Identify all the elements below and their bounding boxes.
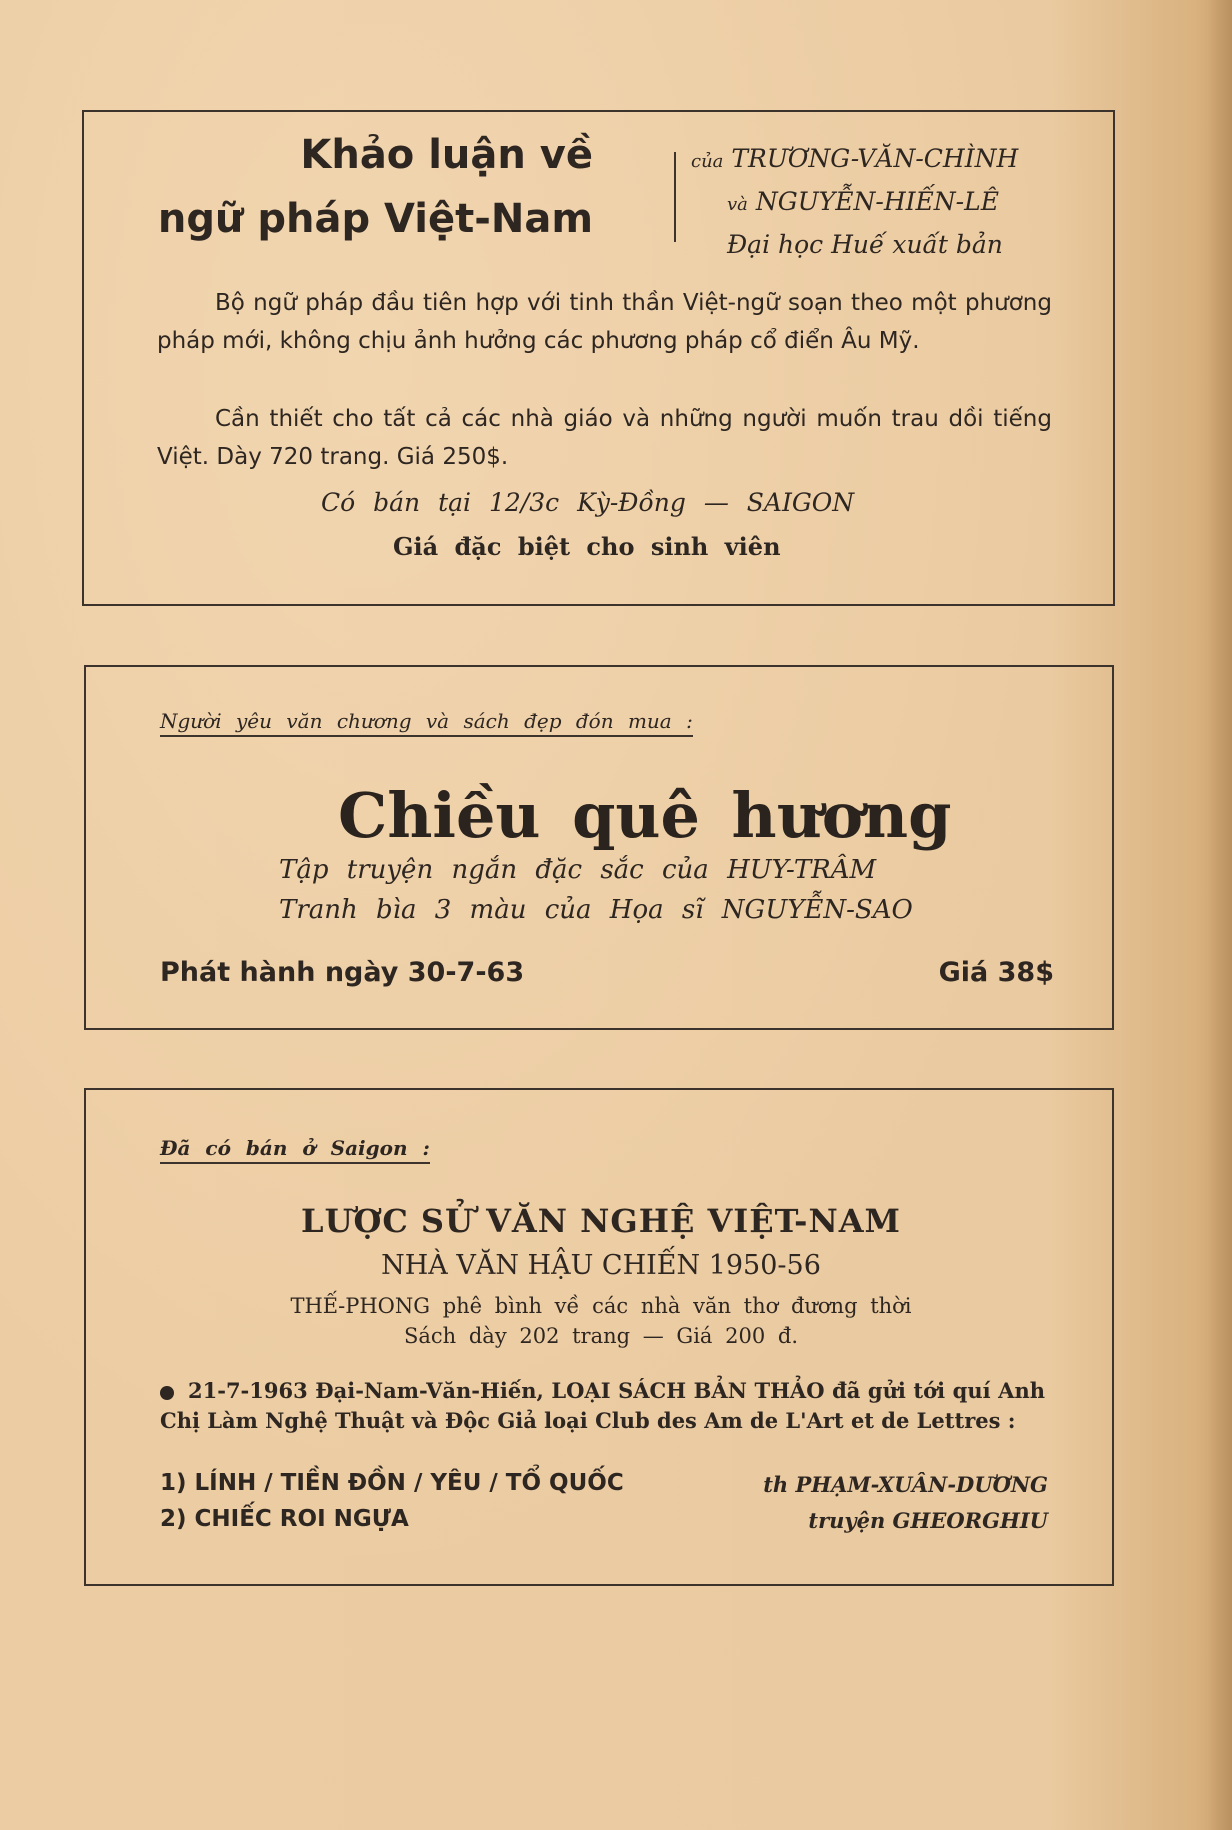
history-details: Sách dày 202 trang — Giá 200 đ. [403,1324,798,1348]
page-edge [1208,0,1232,1830]
release-date: Phát hành ngày 30-7-63 [160,957,525,988]
title-divider [674,152,676,242]
ad2-tagline: Người yêu văn chương và sách đẹp đón mua : [160,709,693,737]
book-title-line1: Khảo luận về [300,132,593,178]
list-item-2-credit: truyện GHEORGHIU [808,1508,1048,1533]
ad3-tagline: Đã có bán ở Saigon : [160,1136,430,1164]
history-author-line: THẾ-PHONG phê bình về các nhà văn thơ đương thời [290,1294,912,1318]
list-item-1-credit: th PHẠM-XUÂN-DƯƠNG [763,1472,1048,1497]
author-line2 [727,187,999,216]
ad-story-collection [84,665,1114,1030]
history-title: LƯỢC SỬ VĂN NGHỆ VIỆT-NAM [301,1202,901,1240]
author-prefix2: và [727,194,748,215]
ad-literary-history [84,1088,1114,1586]
student-special-price: Giá đặc biệt cho sinh viên [393,532,781,561]
story-subtitle1: Tập truyện ngắn đặc sắc của HUY-TRÂM [279,855,877,885]
author-prefix1: của [691,151,724,172]
story-price: Giá 38$ [938,957,1054,988]
book-description-2: Cần thiết cho tất cả các nhà giáo và những người muốn trau dồi tiếng Việt. Dày 720 trang. Giá 250$. [157,406,1052,470]
author2: NGUYỄN-HIẾN-LÊ [755,187,999,216]
book-title-line2: ngữ pháp Việt-Nam [157,196,593,242]
list-item-2: 2) CHIẾC ROI NGỰA [160,1506,409,1532]
author1: TRƯƠNG-VĂN-CHÌNH [731,144,1019,173]
book-description: Bộ ngữ pháp đầu tiên hợp với tinh thần Việt-ngữ soạn theo một phương pháp mới, không chịu ảnh hưởng các phương pháp cổ điển Âu Mỹ. [157,290,1052,354]
publisher: Đại học Huế xuất bản [727,230,1003,259]
ad-grammar-book [82,110,1115,606]
sale-location: Có bán tại 12/3c Kỳ-Đồng — SAIGON [321,488,855,517]
author-line1 [691,144,1018,173]
list-item-1: 1) LÍNH / TIỀN ĐỒN / YÊU / TỔ QUỐC [160,1470,624,1496]
story-subtitle2: Tranh bìa 3 màu của Họa sĩ NGUYỄN-SAO [279,895,913,925]
news-paragraph [160,1376,1045,1436]
news-text: 21-7-1963 Đại-Nam-Văn-Hiến, LOẠI SÁCH BẢN THẢO đã gửi tới quí Anh Chị Làm Nghệ Thuật và Độc Giả loại Club des Am de L'Art et de Lettres : [160,1378,1045,1433]
history-subtitle: NHÀ VĂN HẬU CHIẾN 1950-56 [381,1250,821,1281]
story-title: Chiều quê hương [338,779,952,852]
bullet-icon [160,1386,174,1400]
